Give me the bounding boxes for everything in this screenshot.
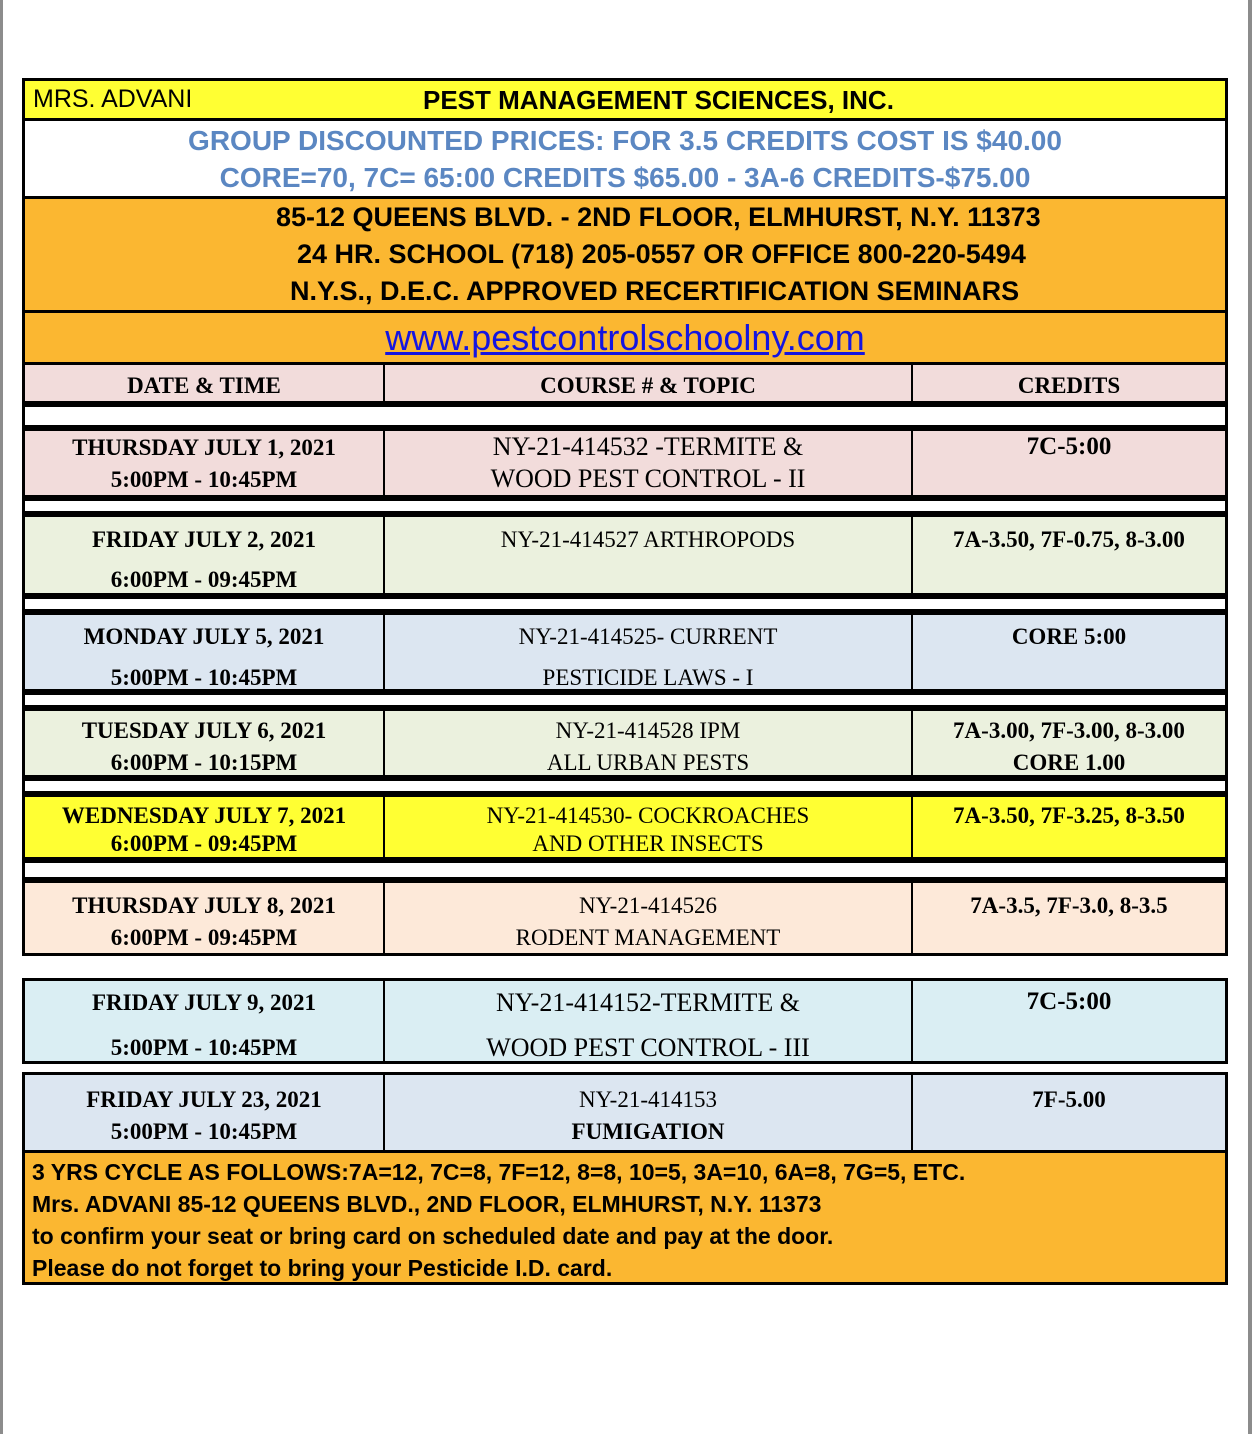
table-row (22, 794, 1228, 860)
date-cell (25, 1075, 383, 1150)
prices-line-2: CORE=70, 7C= 65:00 CREDITS $65.00 - 3A-6 CREDITS-$75.00 (219, 162, 1031, 193)
credits-text-1: 7C-5:00 (1026, 433, 1112, 460)
course-text-1: NY-21-414528 IPM (555, 718, 741, 743)
page-edge-left (0, 0, 3, 1434)
course-text-2: WOOD PEST CONTROL - II (490, 464, 806, 493)
spacer-row (22, 596, 1228, 612)
page-edge-right (1248, 0, 1252, 1434)
spacer-row (22, 692, 1228, 708)
course-text-2: ALL URBAN PESTS (546, 750, 750, 775)
date-cell (25, 981, 383, 1061)
date-text: TUESDAY JULY 6, 2021 (81, 718, 327, 743)
course-cell (383, 981, 911, 1061)
contact-name: MRS. ADVANI (33, 85, 193, 113)
date-text: THURSDAY JULY 8, 2021 (72, 893, 336, 918)
table-row (22, 514, 1228, 596)
table-row (22, 612, 1228, 692)
approval-line: N.Y.S., D.E.C. APPROVED RECERTIFICATION SEMINARS (290, 276, 1020, 306)
course-cell (383, 1075, 911, 1150)
credits-cell (911, 517, 1225, 593)
column-header-date: DATE & TIME (127, 373, 281, 398)
title-bar (22, 78, 1228, 118)
credits-text-1: 7F-5.00 (1032, 1087, 1106, 1112)
time-text: 6:00PM - 09:45PM (110, 567, 298, 592)
table-row (22, 880, 1228, 956)
spacer-row (22, 498, 1228, 514)
website-link[interactable]: www.pestcontrolschoolny.com (385, 317, 865, 358)
address-bar (22, 196, 1228, 310)
date-cell (25, 883, 383, 953)
credits-cell (911, 981, 1225, 1061)
credits-text-1: CORE 5:00 (1011, 624, 1127, 649)
time-text: 5:00PM - 10:45PM (110, 1119, 298, 1144)
footer-notes (22, 1150, 1228, 1285)
column-header-row (22, 362, 1228, 404)
course-cell (383, 883, 911, 953)
time-text: 6:00PM - 10:15PM (110, 750, 298, 775)
table-row (22, 708, 1228, 778)
table-row (22, 428, 1228, 498)
course-text-2: RODENT MANAGEMENT (515, 925, 781, 950)
table-row (22, 978, 1228, 1064)
course-text-2: PESTICIDE LAWS - I (542, 665, 754, 690)
spacer-row (22, 778, 1228, 794)
course-text-1: NY-21-414526 (579, 893, 717, 918)
course-cell (383, 711, 911, 775)
footer-line-2: Mrs. ADVANI 85-12 QUEENS BLVD., 2ND FLOOR, ELMHURST, N.Y. 11373 (32, 1191, 822, 1217)
time-text: 6:00PM - 09:45PM (110, 925, 298, 950)
credits-cell (911, 711, 1225, 775)
spacer-row (22, 404, 1228, 428)
date-text: THURSDAY JULY 1, 2021 (72, 435, 336, 460)
time-text: 5:00PM - 10:45PM (110, 467, 298, 492)
course-text-1: NY-21-414152-TERMITE & (495, 988, 800, 1017)
website-bar (22, 310, 1228, 362)
course-cell (383, 517, 911, 593)
company-name: PEST MANAGEMENT SCIENCES, INC. (423, 85, 894, 115)
credits-text-1: 7A-3.00, 7F-3.00, 8-3.00 (953, 718, 1185, 743)
date-text: FRIDAY JULY 9, 2021 (91, 990, 317, 1015)
footer-line-1: 3 YRS CYCLE AS FOLLOWS:7A=12, 7C=8, 7F=12, 8=8, 10=5, 3A=10, 6A=8, 7G=5, ETC. (32, 1159, 966, 1185)
course-text-1: NY-21-414525- CURRENT (518, 624, 778, 649)
credits-cell (911, 615, 1225, 689)
course-text-1: NY-21-414153 (579, 1087, 717, 1112)
course-cell (383, 797, 911, 857)
course-text-2: FUMIGATION (571, 1119, 725, 1144)
time-text: 5:00PM - 10:45PM (110, 665, 298, 690)
credits-cell (911, 883, 1225, 953)
table-row (22, 1072, 1228, 1150)
prices-bar (22, 118, 1228, 196)
course-text-1: NY-21-414527 ARTHROPODS (500, 527, 796, 552)
course-text-2: WOOD PEST CONTROL - III (486, 1033, 810, 1062)
course-text-2: AND OTHER INSECTS (532, 831, 764, 856)
footer-line-3: to confirm your seat or bring card on scheduled date and pay at the door. (32, 1223, 834, 1249)
credits-cell (911, 797, 1225, 857)
date-cell (25, 517, 383, 593)
time-text: 5:00PM - 10:45PM (110, 1035, 298, 1060)
address-line: 85-12 QUEENS BLVD. - 2ND FLOOR, ELMHURST, N.Y. 11373 (276, 202, 1041, 232)
date-text: WEDNESDAY JULY 7, 2021 (61, 803, 347, 828)
date-text: FRIDAY JULY 2, 2021 (91, 527, 317, 552)
column-header-course: COURSE # & TOPIC (383, 365, 911, 401)
time-text: 6:00PM - 09:45PM (110, 831, 298, 856)
credits-cell (911, 1075, 1225, 1150)
date-cell (25, 711, 383, 775)
credits-text-2: CORE 1.00 (1012, 750, 1126, 775)
column-header-credits: CREDITS (911, 365, 1225, 401)
course-text-1: NY-21-414530- COCKROACHES (486, 803, 810, 828)
course-cell (383, 615, 911, 689)
credits-text-1: 7A-3.50, 7F-0.75, 8-3.00 (953, 527, 1185, 552)
spacer-row (22, 860, 1228, 880)
credits-text-1: 7A-3.50, 7F-3.25, 8-3.50 (953, 803, 1185, 828)
date-cell (25, 797, 383, 857)
footer-line-4: Please do not forget to bring your Pesticide I.D. card. (32, 1255, 613, 1281)
prices-line-1: GROUP DISCOUNTED PRICES: FOR 3.5 CREDITS COST IS $40.00 (188, 125, 1062, 156)
date-text: FRIDAY JULY 23, 2021 (86, 1087, 322, 1112)
date-cell (25, 615, 383, 689)
credits-cell (911, 431, 1225, 495)
date-cell (25, 431, 383, 495)
credits-text-1: 7C-5:00 (1026, 988, 1112, 1015)
credits-text-1: 7A-3.5, 7F-3.0, 8-3.5 (970, 893, 1168, 918)
date-text: MONDAY JULY 5, 2021 (83, 624, 325, 649)
course-cell (383, 431, 911, 495)
phone-line: 24 HR. SCHOOL (718) 205-0557 OR OFFICE 800-220-5494 (297, 239, 1026, 269)
course-text-1: NY-21-414532 -TERMITE & (492, 432, 804, 461)
